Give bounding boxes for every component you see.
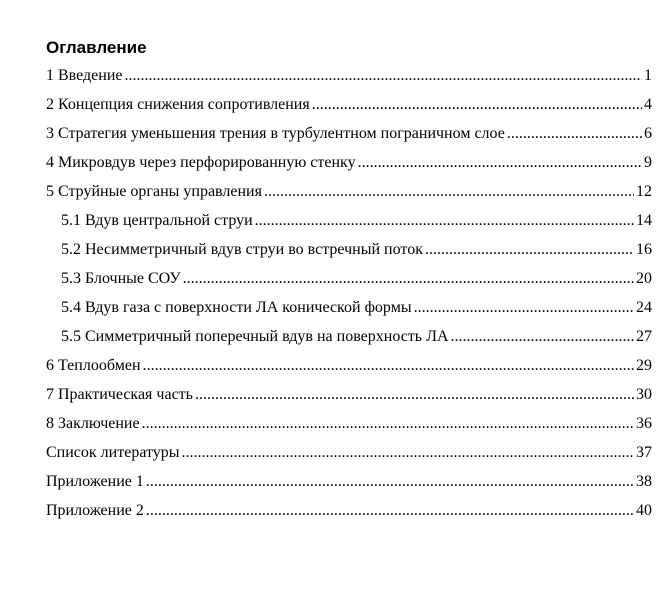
toc-entry[interactable]: [46, 119, 652, 148]
toc-entry-label: 8 Заключение: [46, 415, 140, 432]
toc-subentry[interactable]: [46, 264, 652, 293]
dot-leader: [312, 90, 642, 119]
toc-entry-label: Список литературы: [46, 444, 180, 461]
toc-subentry[interactable]: [46, 293, 652, 322]
dot-leader: [183, 264, 634, 293]
toc-subentry[interactable]: [46, 322, 652, 351]
toc-entry[interactable]: [46, 438, 652, 467]
toc-entry-page: 38: [636, 473, 652, 490]
toc-entry-page: 9: [644, 154, 652, 171]
dot-leader: [264, 177, 634, 206]
toc-entry[interactable]: [46, 351, 652, 380]
toc-entry-page: 16: [636, 241, 652, 258]
toc-list: [46, 61, 652, 525]
toc-entry-label: 5.3 Блочные СОУ: [61, 270, 181, 287]
toc-entry-label: Приложение 1: [46, 473, 144, 490]
toc-subentry[interactable]: [46, 206, 652, 235]
toc-entry[interactable]: [46, 380, 652, 409]
dot-leader: [146, 467, 634, 496]
dot-leader: [125, 61, 643, 90]
toc-entry-page: 24: [636, 299, 652, 316]
toc-entry-label: 5.4 Вдув газа с поверхности ЛА конической формы: [61, 299, 412, 316]
toc-entry[interactable]: [46, 148, 652, 177]
toc-entry-label: 5.2 Несимметричный вдув струи во встречный поток: [61, 241, 423, 258]
toc-entry[interactable]: [46, 496, 652, 525]
dot-leader: [507, 119, 642, 148]
toc-entry-label: 1 Введение: [46, 67, 123, 84]
toc-entry-label: 5.1 Вдув центральной струи: [61, 212, 253, 229]
toc-entry-page: 30: [636, 386, 652, 403]
toc-entry-label: 6 Теплообмен: [46, 357, 141, 374]
toc-entry-label: 4 Микровдув через перфорированную стенку: [46, 154, 356, 171]
toc-entry-page: 36: [636, 415, 652, 432]
toc-entry-label: 3 Стратегия уменьшения трения в турбулентном пограничном слое: [46, 125, 505, 142]
toc-entry-page: 29: [636, 357, 652, 374]
toc-entry-page: 20: [636, 270, 652, 287]
toc-entry[interactable]: [46, 90, 652, 119]
dot-leader: [143, 351, 634, 380]
dot-leader: [358, 148, 642, 177]
dot-leader: [195, 380, 634, 409]
toc-entry-page: 37: [636, 444, 652, 461]
toc-title: Оглавление: [46, 38, 147, 57]
toc-subentry[interactable]: [46, 235, 652, 264]
dot-leader: [425, 235, 634, 264]
toc-entry-page: 6: [644, 125, 652, 142]
toc-entry-page: 40: [636, 502, 652, 519]
toc-entry-page: 27: [636, 328, 652, 345]
toc-entry-label: 7 Практическая часть: [46, 386, 193, 403]
toc-entry[interactable]: [46, 61, 652, 90]
toc-entry-page: 12: [636, 183, 652, 200]
dot-leader: [146, 496, 634, 525]
toc-entry-page: 1: [644, 67, 652, 84]
dot-leader: [255, 206, 634, 235]
dot-leader: [182, 438, 634, 467]
toc-entry[interactable]: [46, 467, 652, 496]
toc-entry-page: 4: [644, 96, 652, 113]
toc-entry-label: 5 Струйные органы управления: [46, 183, 262, 200]
toc-entry-label: 2 Концепция снижения сопротивления: [46, 96, 310, 113]
toc-entry-label: 5.5 Симметричный поперечный вдув на поверхность ЛА: [61, 328, 449, 345]
dot-leader: [414, 293, 634, 322]
toc-entry[interactable]: [46, 177, 652, 206]
toc-entry[interactable]: [46, 409, 652, 438]
toc-entry-label: Приложение 2: [46, 502, 144, 519]
toc-entry-page: 14: [636, 212, 652, 229]
dot-leader: [451, 322, 634, 351]
dot-leader: [142, 409, 634, 438]
